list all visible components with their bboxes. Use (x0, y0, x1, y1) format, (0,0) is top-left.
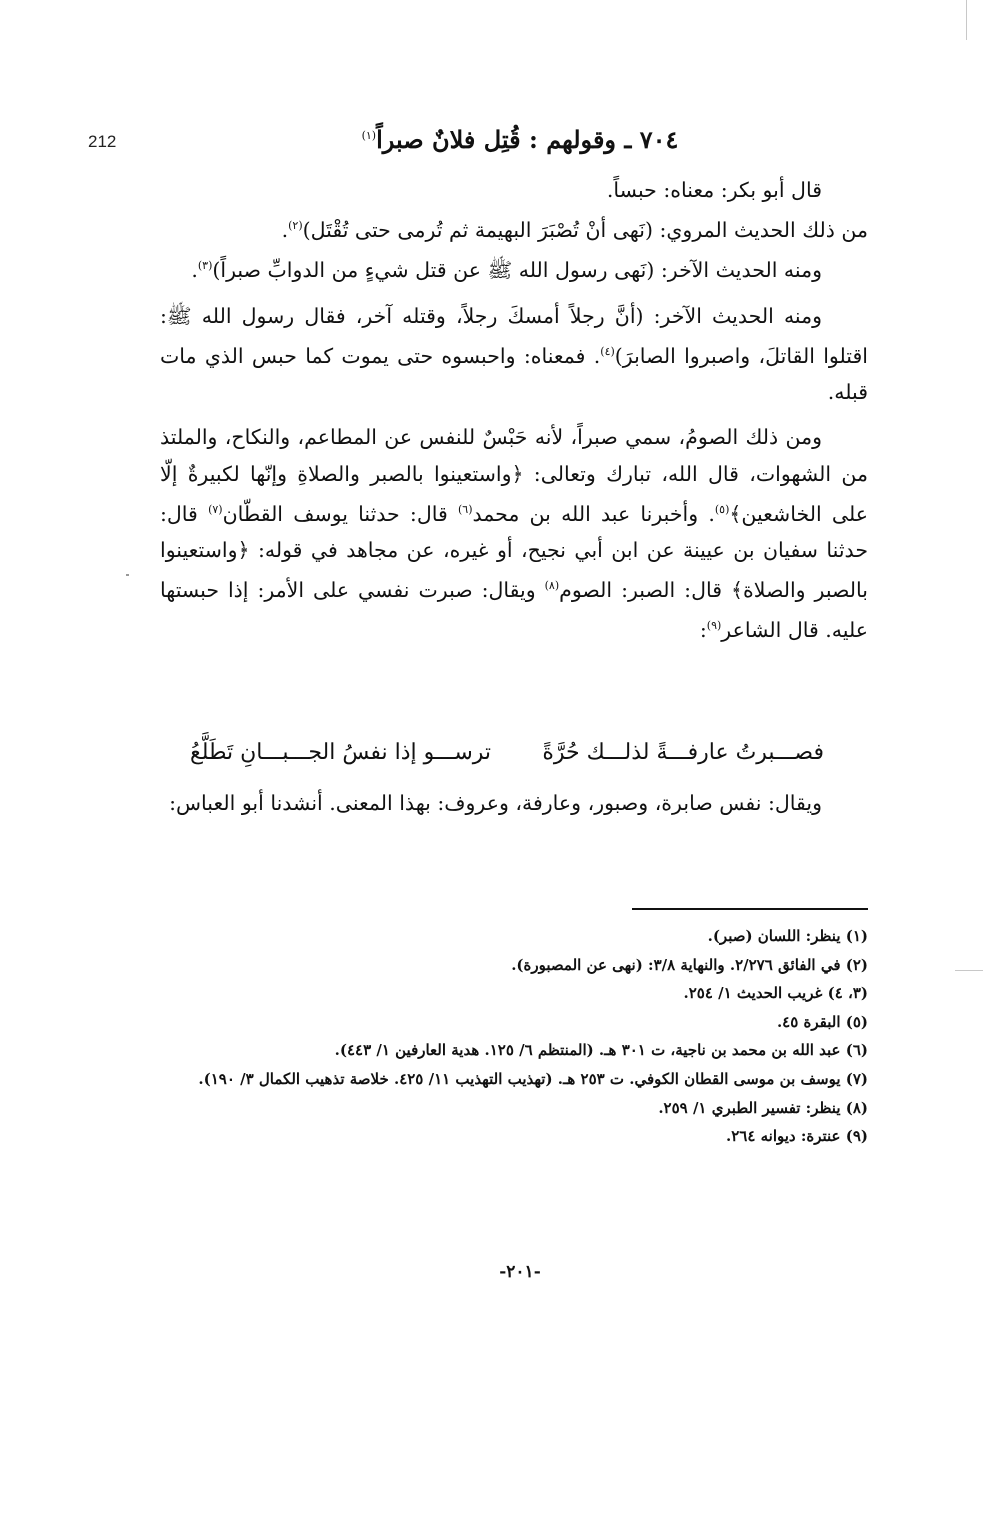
page-number-top: 212 (88, 132, 117, 151)
note-ref-2: (٢) (288, 219, 303, 233)
note-ref-8: (٨) (544, 579, 560, 593)
note-ref-7: (٧) (208, 502, 223, 516)
paragraph-2 (160, 208, 868, 248)
note-ref-5: (٥) (714, 502, 730, 516)
heading-text: ٧٠٤ ـ وقولهم : قُتِل فلانٌ صبراً (376, 125, 679, 154)
paragraph-5-text-f: : (699, 618, 707, 643)
paragraph-5 (160, 419, 868, 648)
footnote-7: (٧) يوسف بن موسى القطان الكوفي. ت ٢٥٣ هـ. (تهذيب التهذيب ١١/ ٤٢٥. خلاصة تذهيب الكمال ٣/ ١٩٠). (198, 1069, 868, 1088)
closing-paragraph: ويقال: نفس صابرة، وصبور، وعارفة، وعروف: بهذا المعنى. أنشدنا أبو العباس: (169, 791, 822, 815)
footnote-1: (١) ينظر: اللسان (صبر). (707, 927, 868, 945)
note-ref-9: (٩) (706, 619, 722, 633)
footnotes (160, 922, 868, 1151)
paragraph-3 (160, 248, 868, 288)
paragraph-1 (160, 172, 868, 208)
paragraph-3-tail: . (191, 258, 198, 283)
section-heading (160, 116, 880, 160)
paragraph-4 (160, 298, 868, 411)
note-ref-6: (٦) (457, 502, 473, 516)
paragraph-3-text: ومنه الحديث الآخر: (نَهى رسول الله ﷺ عن قتل شيءٍ من الدوابِّ صبراً) (212, 258, 822, 283)
paragraph-1-text: قال أبو بكر: معناه: حبساً. (606, 178, 822, 202)
scan-mark-top (966, 0, 967, 40)
footnote-divider (632, 908, 868, 910)
verse-first-hemistich: فصـــبرتُ عارفـــةً لذلـــك حُرَّةً (542, 740, 824, 765)
heading-note-ref: (١) (361, 129, 377, 142)
paragraph-2-tail: . (281, 218, 289, 243)
main-text (160, 172, 868, 649)
paragraph-5-text-a: ومن ذلك الصومُ، سمي صبراً، لأنه حَبْسٌ للنفس عن المطاعم، والنكاح، والملتذ من الشهوات، قال الله، تبارك وتعالى: ﴿واستعينوا بالصبر والصلاةِ وإنّها لكبيرةٌ إلّا على الخاشعين﴾ (160, 425, 868, 526)
page-number-bottom: -٢٠١- (499, 1262, 541, 1282)
paragraph-4-text: ومنه الحديث الآخر: (أنَّ رجلاً أمسكَ رجلاً، وقتله آخر، فقال رسول الله ﷺ: اقتلوا القاتلَ، واصبروا الصابرَ) (160, 303, 868, 368)
paragraph-5-text-e: ويقال: صبرت نفسي على الأمر: إذا حبستها عليه. قال الشاعر (160, 578, 868, 643)
closing-text (160, 785, 868, 821)
paragraph-2-text: من ذلك الحديث المروي: (نَهى أنْ تُصْبَرَ البهيمة ثم تُرمى حتى تُقْتَل) (302, 218, 868, 243)
footnote-9: (٩) عنترة: ديوانه ٢٦٤. (725, 1127, 868, 1146)
verse-second-hemistich: ترســـو إذا نفسُ الجـــبـــانِ تَطَلَّعُ (190, 740, 492, 765)
paragraph-5-text-c: قال: حدثنا يوسف القطّان (222, 501, 458, 526)
footnote-2: (٢) في الفائق ٢/٢٧٦. والنهاية ٣/٨: (نهى عن المصبورة). (511, 955, 868, 974)
paragraph-5-text-b: . وأخبرنا عبد الله بن محمد (472, 501, 715, 526)
poetry-verse (160, 733, 868, 773)
paragraph-5-text-d: قال: حدثنا سفيان بن عيينة عن ابن أبي نجيح، أو غيره، عن مجاهد في قوله: ﴿واستعينوا بالصبر والصلاة﴾ قال: الصبر: الصوم (160, 501, 868, 603)
footnote-5: (٥) البقرة ٤٥. (776, 1012, 868, 1031)
note-ref-3: (٣) (197, 259, 213, 273)
footnote-3: (٣، ٤) غريب الحديث ١/ ٢٥٤. (683, 984, 868, 1003)
footnote-8: (٨) ينظر: تفسير الطبري ١/ ٢٥٩. (658, 1098, 868, 1117)
note-ref-4: (٤) (600, 344, 615, 358)
scan-mark-right (955, 970, 983, 971)
footnote-6: (٦) عبد الله بن محمد بن ناجية، ت ٣٠١ هـ. (المنتظم ٦/ ١٢٥. هدية العارفين ١/ ٤٤٣). (334, 1041, 868, 1060)
paragraph-4-tail: . فمعناه: واحبسوه حتى يموت كما حبس الذي مات قبله. (160, 343, 868, 404)
scan-mark-dot (126, 574, 129, 576)
